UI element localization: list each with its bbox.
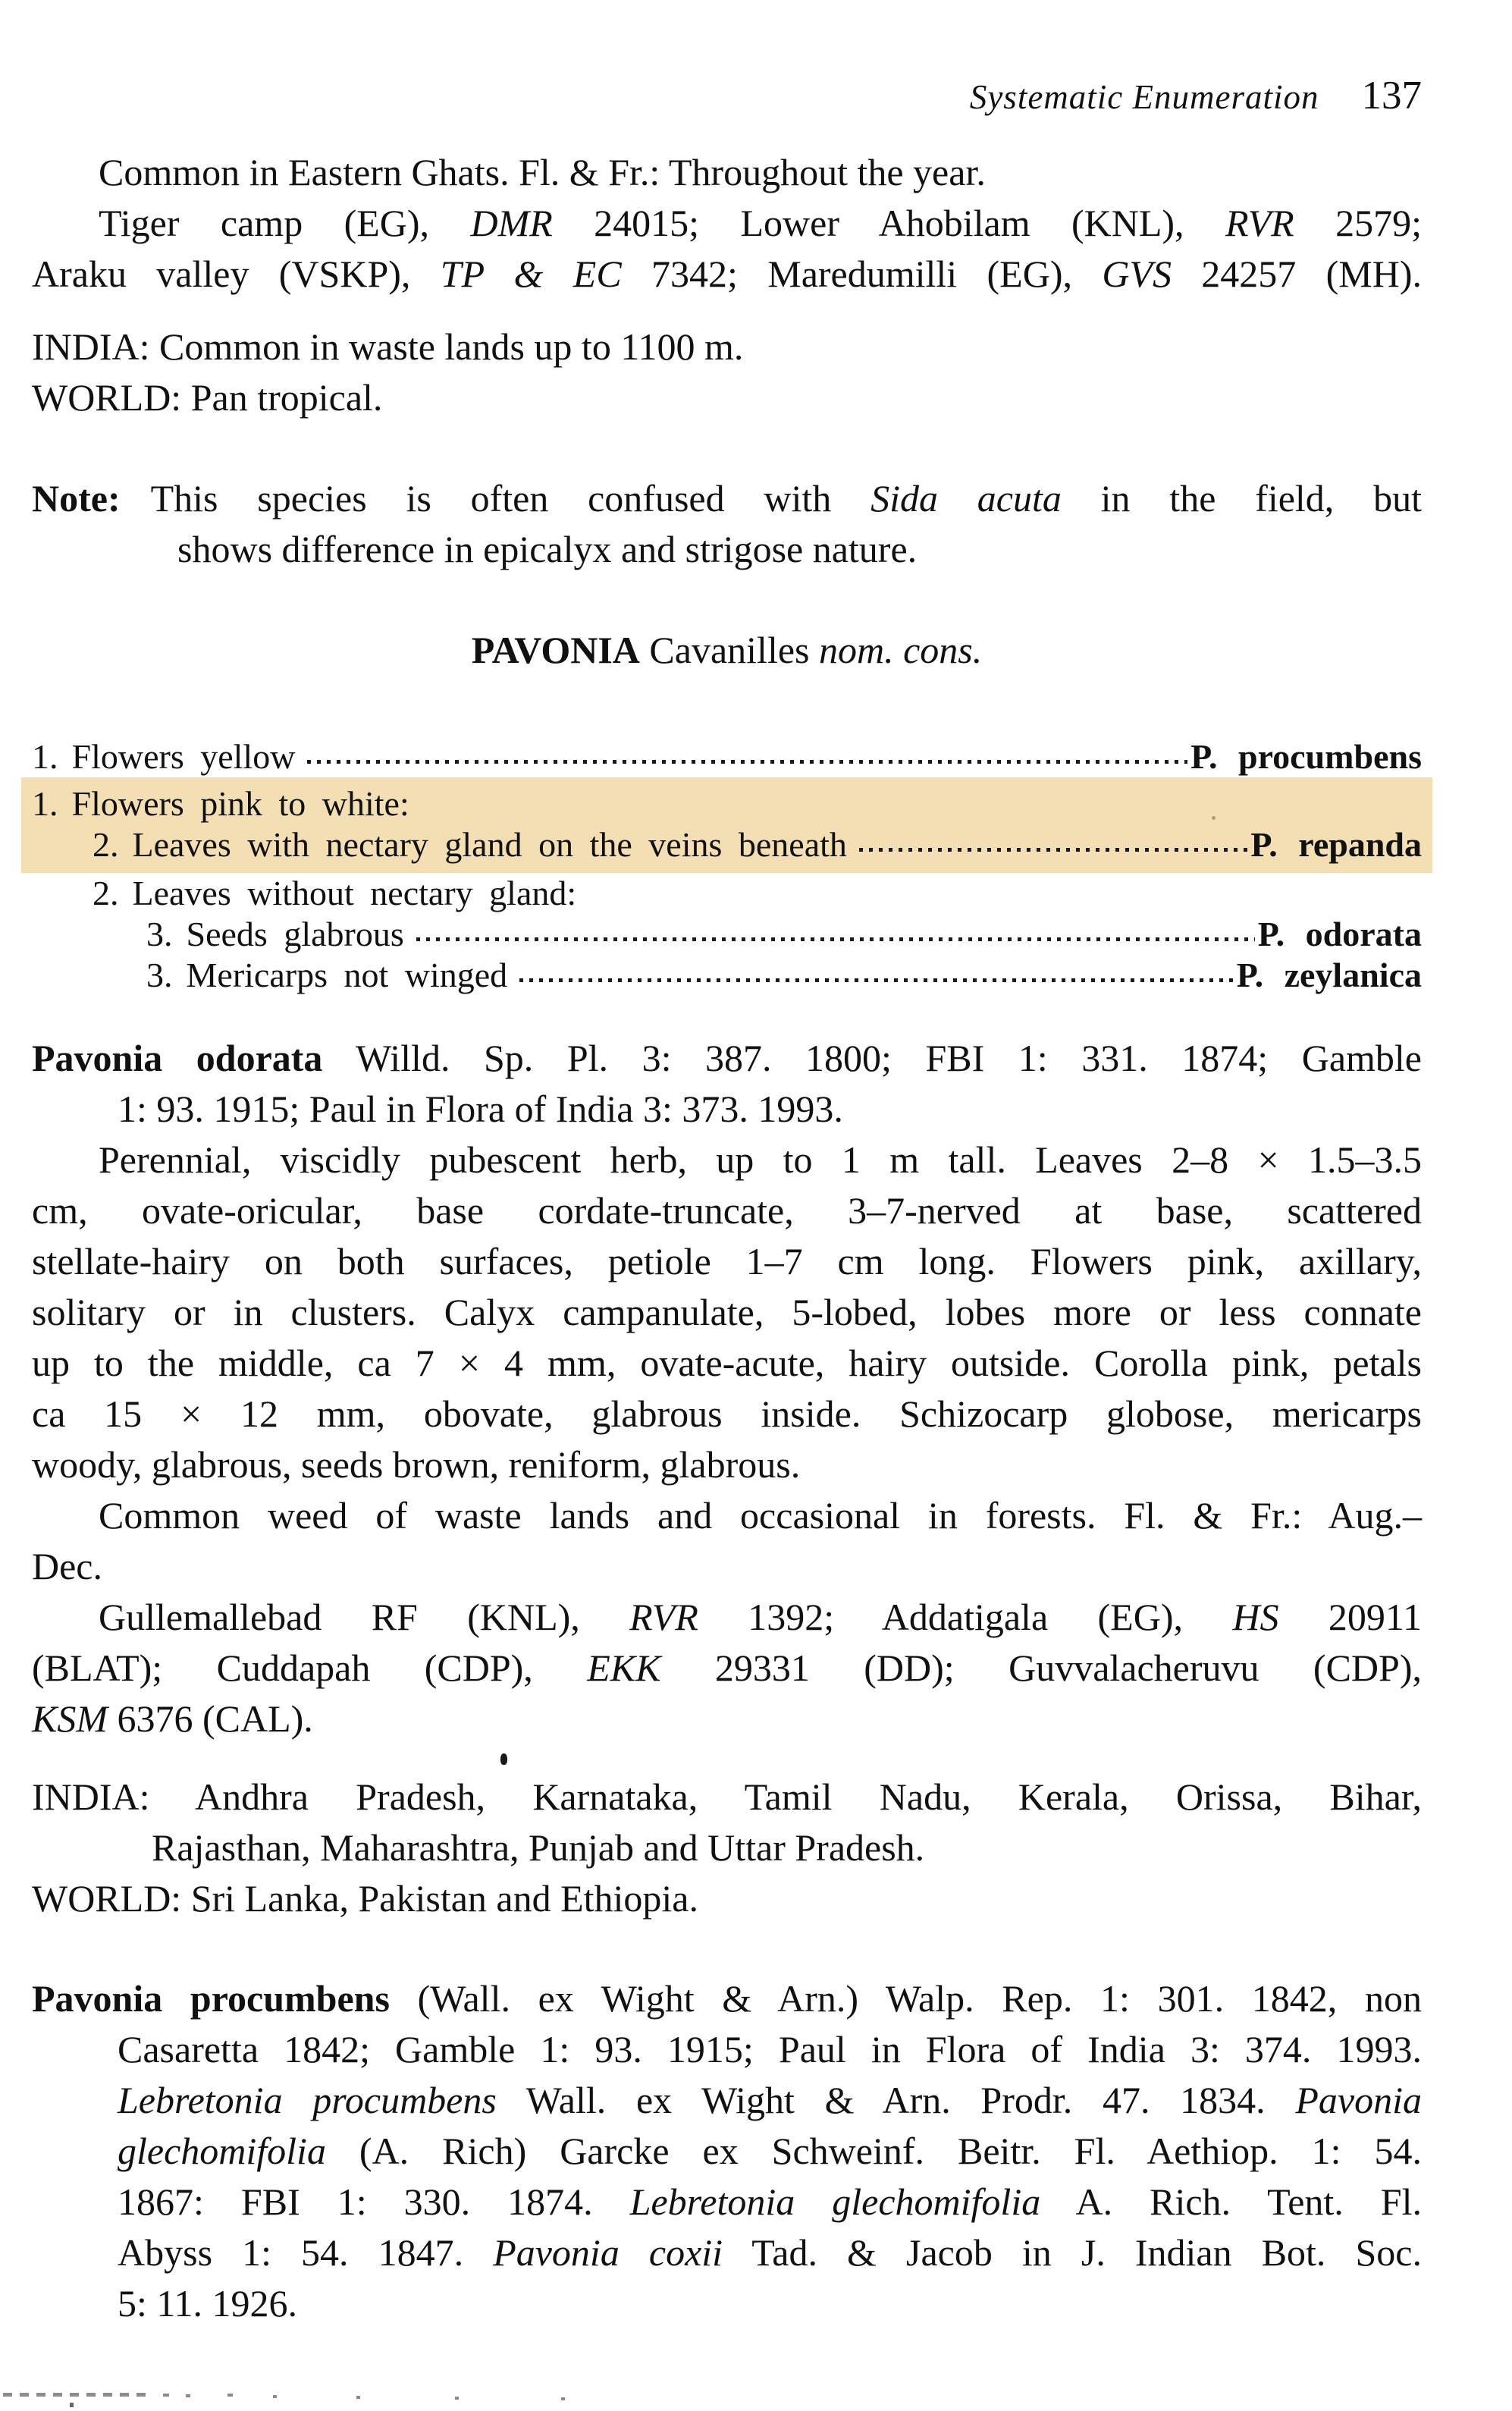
text-line [32,1338,1422,1389]
text-line [32,147,1422,198]
text-segment: glechomifolia [118,2130,326,2172]
leader-dots [307,760,1187,764]
text-line [32,2126,1422,2177]
text-segment: Cavanilles [639,629,819,671]
text-segment: in the field, but [1061,477,1422,520]
phenology-paragraph [32,1490,1422,1592]
key-row [21,777,1432,824]
scan-speck [273,2395,277,2398]
genus-heading [32,625,1422,676]
key-lead-text: Leaves with nectary gland on the veins beneath [132,825,847,864]
text-segment: 24015; Lower Ahobilam (KNL), [552,202,1225,244]
text-segment: 5: 11. 1926. [118,2282,298,2325]
text-line [32,1236,1422,1287]
text-segment: 1867: FBI 1: 330. 1874. [118,2180,630,2223]
key-species-name: P. zeylanica [1236,956,1422,994]
text-segment: GVS [1102,253,1172,295]
text-segment: Pavonia odorata [32,1037,323,1079]
scan-speck [186,2394,190,2397]
key-couplet-number: 1. [32,737,58,776]
text-segment: 6376 (CAL). [108,1697,313,1740]
scan-speck [70,2403,74,2407]
text-line [32,2227,1422,2278]
text-segment: 24257 (MH). [1171,253,1423,295]
text-line [32,473,1422,524]
text-segment: cm, ovate-oricular, base cordate-truncate, 3–7-nerved at base, scattered [32,1189,1422,1232]
key-species-name: P. odorata [1257,915,1422,953]
text-segment: TP & EC [440,253,622,295]
text-segment: Araku valley (VSKP), [32,253,441,295]
text-segment: DMR [470,202,553,244]
text-line [32,1694,1422,1744]
species-nomenclature-odorata [32,1033,1422,1135]
species-description-odorata [32,1135,1422,1490]
scan-artifact-row [3,2393,147,2397]
text-segment: A. Rich. Tent. Fl. [1040,2180,1422,2223]
text-line [32,1439,1422,1490]
key-species-name: P. repanda [1250,825,1422,864]
text-line [32,1185,1422,1236]
key-couplet-number: 2. [93,825,119,864]
text-segment: Sida acuta [870,477,1062,520]
text-line [32,1033,1422,1084]
text-line [32,2177,1422,2227]
text-line [32,372,1422,423]
text-segment: Abyss 1: 54. 1847. [118,2231,494,2274]
text-segment: up to the middle, ca 7 × 4 mm, ovate-acute, hairy outside. Corolla pink, petals [32,1342,1422,1384]
key-lead-text: Flowers pink to white: [71,784,409,823]
text-segment: Common in Eastern Ghats. Fl. & Fr.: Throughout the year. [99,151,986,193]
india-distribution [32,322,1422,372]
text-segment: woody, glabrous, seeds brown, reniform, glabrous. [32,1443,801,1486]
species-nomenclature-procumbens [32,1973,1422,2329]
text-line [32,1873,1422,1924]
key-lead-text: Mericarps not winged [186,956,508,994]
key-lead-text: Seeds glabrous [186,915,404,953]
text-line [32,1973,1422,2024]
key-row [32,914,1422,955]
text-segment: Pavonia coxii [493,2231,723,2274]
page-number: 137 [1361,74,1422,118]
text-segment: Tad. & Jacob in J. Indian Bot. Soc. [723,2231,1423,2274]
text-line [32,249,1422,300]
note-paragraph [32,473,1422,575]
text-line [32,1287,1422,1338]
text-segment: Pavonia [1295,2079,1422,2121]
text-line [32,1389,1422,1439]
text-segment: 29331 (DD); Guvvalacheruvu (CDP), [660,1647,1422,1689]
text-line [32,322,1422,372]
text-segment: (Wall. ex Wight & Arn.) Walp. Rep. 1: 301. 1842, non [389,1977,1422,2020]
key-couplet-number: 3. [146,915,173,953]
leader-dots [416,937,1255,941]
key-couplet-number: 2. [93,874,119,912]
text-segment: WORLD: Sri Lanka, Pakistan and Ethiopia. [32,1877,699,1920]
text-segment: stellate-hairy on both surfaces, petiole 1–7 cm long. Flowers pink, axillary, [32,1240,1422,1282]
text-segment: PAVONIA [471,629,640,671]
world-distribution-odorata [32,1873,1422,1924]
text-segment: INDIA: Common in waste lands up to 1100 m. [32,325,744,368]
text-segment: 7342; Maredumilli (EG), [621,253,1103,295]
text-segment: (BLAT); Cuddapah (CDP), [32,1647,588,1689]
key-couplet-number: 1. [32,784,58,823]
leader-dots [519,978,1234,982]
ink-speck [1212,816,1216,820]
text-segment: (A. Rich) Garcke ex Schweinf. Beitr. Fl. Aethiop. 1: 54. [325,2130,1422,2172]
text-segment: 1: 93. 1915; Paul in Flora of India 3: 373. 1993. [118,1088,843,1130]
text-segment: ca 15 × 12 mm, obovate, glabrous inside. Schizocarp globose, mericarps [32,1392,1422,1435]
identification-key [32,736,1422,996]
key-species-name: P. procumbens [1190,737,1422,776]
scan-speck [356,2396,360,2399]
text-segment: Casaretta 1842; Gamble 1: 93. 1915; Paul in Flora of India 3: 374. 1993. [118,2028,1422,2070]
key-couplet-number: 3. [146,956,173,994]
text-segment: This species is often confused with [150,477,871,520]
key-lead-text: Leaves without nectary gland: [132,874,577,912]
text-segment: solitary or in clusters. Calyx campanulate, 5-lobed, lobes more or less connate [32,1291,1422,1333]
text-line [32,625,1422,676]
text-line [32,1592,1422,1643]
text-segment: RVR [1225,202,1294,244]
text-segment: Tiger camp (EG), [99,202,471,244]
text-segment: Note: [32,477,121,520]
text-line [32,198,1422,249]
text-segment: shows difference in epicalyx and strigose nature. [177,528,918,570]
text-segment: WORLD: Pan tropical. [32,376,383,419]
text-segment: EKK [587,1647,661,1689]
text-line [32,1490,1422,1541]
text-segment: Perennial, viscidly pubescent herb, up to 1 m tall. Leaves 2–8 × 1.5–3.5 [99,1138,1422,1181]
content-column [32,0,1422,2329]
text-line [32,524,1422,575]
running-title: Systematic Enumeration [969,78,1319,116]
text-segment: Pavonia procumbens [32,1977,390,2020]
text-segment: INDIA: Andhra Pradesh, Karnataka, Tamil Nadu, Kerala, Orissa, Bihar, [32,1775,1422,1818]
text-segment: 1392; Addatigala (EG), [698,1596,1233,1638]
key-row [32,955,1422,996]
text-segment: RVR [629,1596,698,1638]
specimens-paragraph [32,1592,1422,1744]
text-segment: Rajasthan, Maharashtra, Punjab and Uttar Pradesh. [152,1826,925,1869]
world-distribution [32,372,1422,423]
key-lead-text: Flowers yellow [71,737,296,776]
text-segment: 20911 [1278,1596,1422,1638]
ink-speck [500,1753,507,1765]
text-line [32,1822,1422,1873]
text-segment: HS [1232,1596,1279,1638]
scan-speck [227,2394,233,2397]
leader-dots [859,848,1247,852]
text-line [32,2024,1422,2075]
locality-paragraph [32,147,1422,198]
text-segment: Lebretonia glechomifolia [629,2180,1041,2223]
key-row [32,736,1422,777]
text-line [32,2075,1422,2126]
text-segment: Gullemallebad RF (KNL), [99,1596,630,1638]
text-segment: Common weed of waste lands and occasional in forests. Fl. & Fr.: Aug.– [99,1494,1422,1537]
scan-speck [561,2397,565,2400]
key-row [32,873,1422,914]
text-line [32,2278,1422,2329]
text-line [32,1135,1422,1185]
text-segment: Wall. ex Wight & Arn. Prodr. 47. 1834. [496,2079,1296,2121]
text-line [32,1643,1422,1694]
key-row [21,824,1432,873]
text-line [32,1772,1422,1822]
text-line [32,1541,1422,1592]
text-segment: 2579; [1294,202,1422,244]
india-distribution-odorata [32,1772,1422,1873]
text-segment: Lebretonia procumbens [118,2079,497,2121]
text-line [32,1084,1422,1135]
collections-paragraph [32,198,1422,300]
text-segment: Willd. Sp. Pl. 3: 387. 1800; FBI 1: 331. 1874; Gamble [322,1037,1422,1079]
scan-speck [163,2394,169,2397]
scan-speck [455,2397,459,2400]
text-segment: KSM [32,1697,108,1740]
text-segment: nom. cons. [818,629,983,671]
text-segment: Dec. [32,1545,102,1587]
